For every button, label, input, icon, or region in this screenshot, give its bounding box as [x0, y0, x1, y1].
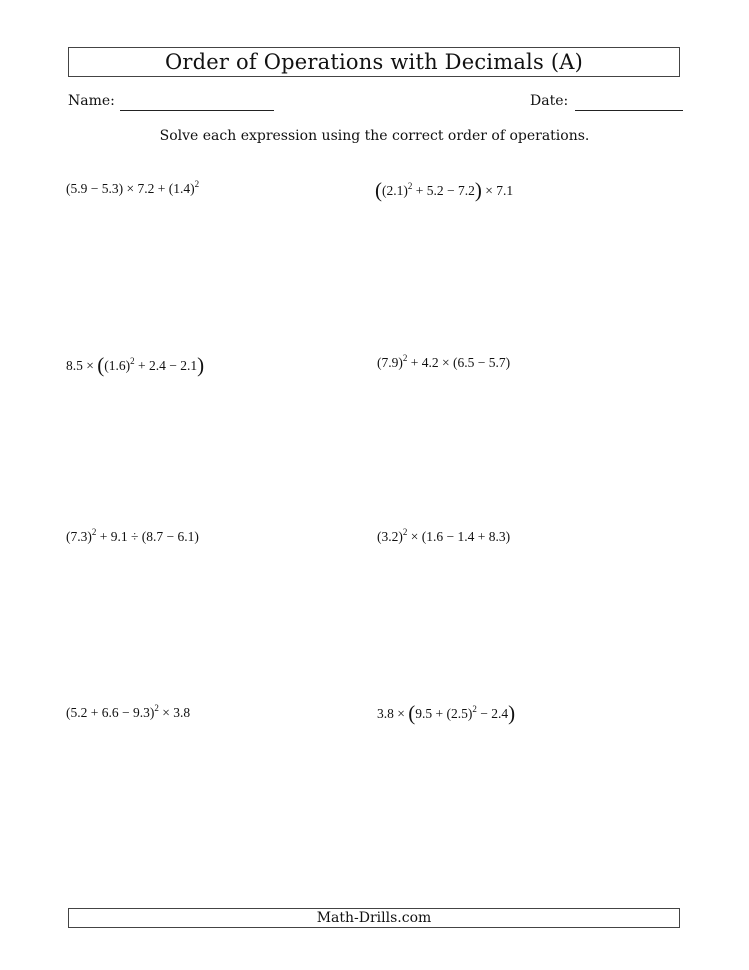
name-line[interactable] — [120, 110, 274, 111]
problem-7: $(5.2 + 6.6 - 9.3)^2 \times 3.8$ — [66, 703, 191, 720]
problem-8: $3.8 \times (9.5 + (2.5)^2 - 2.4)$ — [377, 701, 516, 725]
problem-4: $(7.9)^2 + 4.2 \times (6.5 - 5.7)$ — [377, 353, 511, 370]
title-text: Order of Operations with Decimals (A) — [165, 50, 583, 74]
date-line[interactable] — [575, 110, 683, 111]
problem-3: $8.5 \times ((1.6)^2 + 2.4 - 2.1)$ — [66, 353, 205, 377]
problem-2: $((2.1)^2 + 5.2 - 7.2) \times 7.1$ — [375, 178, 514, 202]
footer — [68, 908, 680, 928]
problem-6: $(3.2)^2 \times (1.6 - 1.4 + 8.3)$ — [377, 527, 511, 544]
name-label: Name: — [68, 93, 115, 109]
footer-site: Math-Drills.com — [316, 910, 432, 926]
problem-5: $(7.3)^2 + 9.1 \div (8.7 - 6.1)$ — [66, 527, 199, 544]
problem-1: $(5.9 - 5.3) \times 7.2 + (1.4)^2$ — [66, 179, 200, 196]
date-label: Date: — [530, 93, 569, 109]
instructions: Solve each expression using the correct order of operations. — [159, 128, 590, 144]
worksheet-title — [68, 47, 680, 77]
